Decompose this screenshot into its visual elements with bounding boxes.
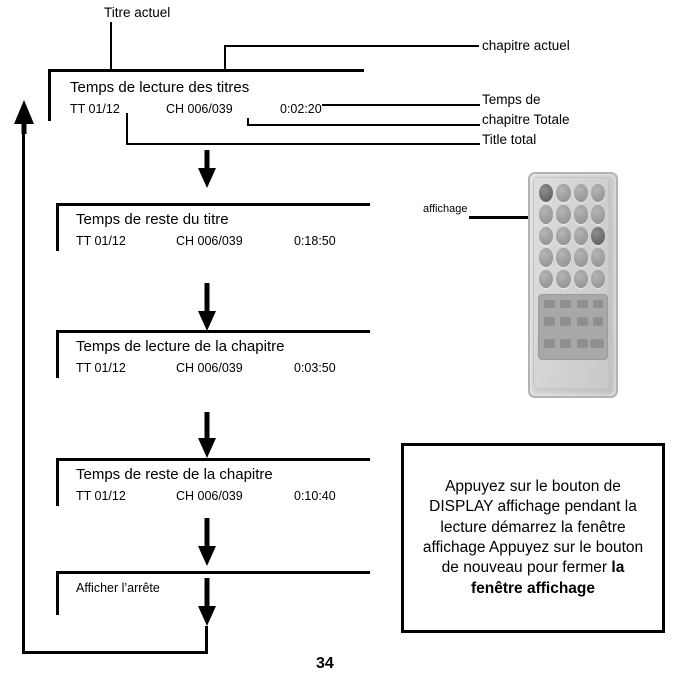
callout-leader-title-total-v	[126, 113, 128, 143]
remote-button-r5c3[interactable]	[574, 270, 588, 288]
remote-button-grid	[539, 184, 605, 288]
state-chapter-remain-time	[56, 458, 370, 506]
state-box-top-rule	[56, 330, 370, 333]
state-title-remain-time	[56, 203, 370, 251]
state-ch-value: CH 006/039	[176, 489, 243, 503]
remote-button-r4c1[interactable]	[539, 248, 553, 266]
flow-arrow-5	[194, 578, 220, 626]
remote-key-r3c3[interactable]	[577, 339, 588, 348]
feedback-loop-left	[22, 130, 25, 653]
remote-key-r2c2[interactable]	[560, 317, 571, 326]
arrow-shaft	[22, 120, 27, 134]
remote-button-r4c4[interactable]	[591, 248, 605, 266]
state-info-row	[76, 361, 336, 375]
remote-key-r3c1[interactable]	[544, 339, 555, 348]
remote-control-image	[528, 172, 614, 394]
feedback-loop-arrow	[11, 100, 37, 134]
remote-key-r2c1[interactable]	[544, 317, 555, 326]
state-title: Temps de reste du titre	[76, 211, 229, 228]
flow-arrow-3	[194, 412, 220, 458]
callout-label-chapter-total-time-line2: chapitre Totale	[482, 112, 570, 127]
remote-button-r5c4[interactable]	[591, 270, 605, 288]
remote-button-r3c2[interactable]	[556, 227, 570, 245]
remote-keypad-panel	[538, 294, 608, 360]
note-text	[404, 477, 662, 600]
flow-arrow-2	[194, 283, 220, 331]
state-box-left-rule	[48, 69, 51, 121]
remote-button-r1c1[interactable]	[539, 184, 553, 202]
arrow-head	[198, 546, 216, 566]
state-box-left-rule	[56, 203, 59, 251]
remote-button-r5c1[interactable]	[539, 270, 553, 288]
state-tt-value: TT 01/12	[76, 361, 126, 375]
remote-button-r2c4[interactable]	[591, 205, 605, 223]
state-chapter-play-time	[56, 330, 370, 378]
remote-button-r3c3[interactable]	[574, 227, 588, 245]
arrow-head	[198, 168, 216, 188]
state-time-value: 0:03:50	[294, 361, 336, 375]
state-box-top-rule	[48, 69, 364, 72]
state-info-row	[76, 489, 336, 503]
arrow-head	[198, 311, 216, 331]
state-box-top-rule	[56, 571, 370, 574]
callout-leader-chapter-current-h	[224, 45, 479, 47]
note-box	[401, 443, 665, 633]
state-time-value: 0:18:50	[294, 234, 336, 248]
remote-key-r2c3[interactable]	[577, 317, 588, 326]
state-time-value: 0:02:20	[280, 102, 322, 116]
state-info-row	[76, 234, 336, 248]
remote-key-r2c4[interactable]	[593, 317, 603, 326]
callout-leader-chapter-total-h	[247, 124, 480, 126]
state-title: Temps de lecture de la chapitre	[76, 338, 285, 355]
remote-button-r2c3[interactable]	[574, 205, 588, 223]
remote-button-r3c1[interactable]	[539, 227, 553, 245]
callout-label-chapter-total-time-line1: Temps de	[482, 92, 541, 107]
page-number: 34	[316, 655, 334, 672]
flow-arrow-1	[194, 150, 220, 188]
state-box-top-rule	[56, 458, 370, 461]
note-text-bold: la fenêtre affichage	[470, 559, 625, 597]
remote-key-r1c2[interactable]	[560, 300, 571, 308]
arrow-shaft	[205, 518, 210, 548]
remote-key-r3c4[interactable]	[590, 339, 604, 348]
state-tt-value: TT 01/12	[76, 489, 126, 503]
remote-button-r4c2[interactable]	[556, 248, 570, 266]
arrow-shaft	[205, 283, 210, 313]
state-title: Temps de lecture des titres	[70, 79, 250, 96]
remote-key-r3c2[interactable]	[560, 339, 571, 348]
remote-key-r1c1[interactable]	[544, 300, 555, 308]
remote-key-r1c3[interactable]	[577, 300, 588, 308]
remote-button-r2c2[interactable]	[556, 205, 570, 223]
remote-button-r3c4[interactable]	[591, 227, 605, 245]
remote-button-r1c3[interactable]	[574, 184, 588, 202]
remote-button-r1c4[interactable]	[591, 184, 605, 202]
remote-button-r1c2[interactable]	[556, 184, 570, 202]
callout-leader-chapter-current-v	[224, 45, 226, 71]
callout-label-title-current: Titre actuel	[104, 5, 171, 20]
state-box-left-rule	[56, 330, 59, 378]
state-ch-value: CH 006/039	[176, 361, 243, 375]
note-text-plain: Appuyez sur le bouton de DISPLAY affichage pendant la lecture démarrez la fenêtre affichage Appuyez sur le bouton de nouveau pour fermer	[422, 477, 644, 577]
callout-label-chapter-current: chapitre actuel	[482, 38, 570, 53]
arrow-shaft	[205, 412, 210, 440]
state-box-left-rule	[56, 458, 59, 506]
state-tt-value: TT 01/12	[70, 102, 120, 116]
callout-leader-title-total-h	[126, 143, 480, 145]
callout-label-title-total: Title total	[482, 132, 537, 147]
state-title-play-time	[48, 69, 364, 121]
remote-key-r1c4[interactable]	[593, 300, 603, 308]
state-info-row	[70, 102, 322, 116]
state-title: Temps de reste de la chapitre	[76, 466, 273, 483]
arrow-head	[198, 606, 216, 626]
state-tt-value: TT 01/12	[76, 234, 126, 248]
state-box-top-rule	[56, 203, 370, 206]
state-ch-value: CH 006/039	[166, 102, 233, 116]
arrow-head	[198, 438, 216, 458]
state-box-left-rule	[56, 571, 59, 615]
state-time-value: 0:10:40	[294, 489, 336, 503]
callout-label-display: affichage	[423, 203, 468, 215]
remote-button-r4c3[interactable]	[574, 248, 588, 266]
feedback-loop-bottom	[22, 651, 208, 654]
callout-leader-title-current	[110, 22, 112, 70]
state-title: Afficher l’arrête	[76, 581, 160, 595]
arrow-shaft	[205, 578, 210, 608]
callout-leader-chapter-total-time	[322, 104, 480, 106]
remote-button-r5c2[interactable]	[556, 270, 570, 288]
flow-arrow-4	[194, 518, 220, 566]
state-ch-value: CH 006/039	[176, 234, 243, 248]
remote-button-display[interactable]	[539, 205, 553, 223]
feedback-loop-down-stub	[205, 626, 208, 654]
